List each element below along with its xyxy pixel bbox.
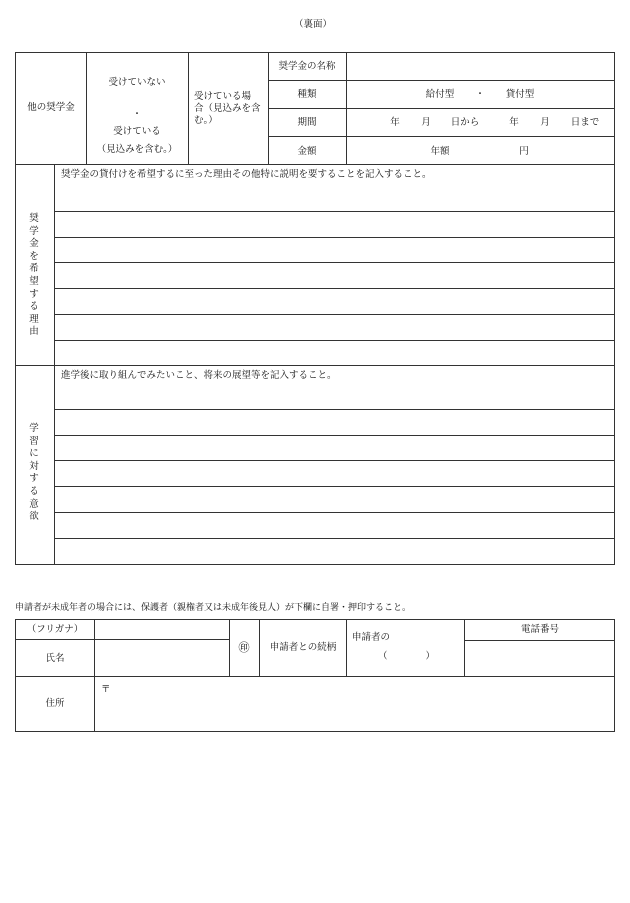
name-label: 氏名 bbox=[45, 653, 65, 664]
period-to-month: 月 bbox=[540, 117, 550, 128]
guardian-note: 申請者が未成年者の場合には、保護者（親権者又は未成年後見人）が下欄に自署・押印すること。 bbox=[15, 603, 412, 613]
receiving-case-label: 合（見込みを含 bbox=[194, 103, 261, 114]
divider bbox=[94, 619, 95, 732]
divider bbox=[259, 619, 260, 676]
writing-line bbox=[54, 340, 615, 341]
period-from-month: 月 bbox=[421, 117, 431, 128]
writing-line bbox=[54, 512, 615, 513]
divider bbox=[86, 52, 87, 164]
writing-line bbox=[54, 486, 615, 487]
main-form-frame bbox=[15, 52, 615, 565]
writing-line bbox=[54, 435, 615, 436]
reason-side-label: 奨学金を希望する理由 bbox=[29, 213, 39, 338]
page-label: （裏面） bbox=[293, 19, 333, 30]
divider bbox=[464, 619, 465, 676]
period-from-year: 年 bbox=[390, 117, 400, 128]
address-label: 住所 bbox=[45, 698, 65, 709]
relationship-label: 申請者との続柄 bbox=[269, 642, 337, 653]
seal-mark: ㊞ bbox=[238, 641, 250, 654]
receiving-case-label: 受けている場 bbox=[194, 91, 252, 102]
option-note: （見込みを含む。） bbox=[96, 144, 178, 155]
motivation-side-label: 学習に対する意欲 bbox=[29, 423, 39, 523]
divider bbox=[268, 80, 615, 81]
period-to-day: 日まで bbox=[570, 117, 600, 128]
divider bbox=[346, 619, 347, 676]
scholarship-name-label: 奨学金の名称 bbox=[278, 61, 336, 72]
type-loan: 貸付型 bbox=[505, 89, 535, 100]
writing-line bbox=[54, 211, 615, 212]
amount-yen: 円 bbox=[519, 146, 529, 157]
divider bbox=[268, 108, 615, 109]
postal-mark: 〒 bbox=[101, 684, 111, 695]
period-to-year: 年 bbox=[509, 117, 519, 128]
writing-line bbox=[54, 288, 615, 289]
divider bbox=[268, 52, 269, 164]
reason-instruction: 奨学金の貸付けを希望するに至った理由その他特に説明を要することを記入すること。 bbox=[61, 169, 432, 180]
furigana-label: （フリガナ） bbox=[26, 624, 84, 635]
relationship-prefix: 申請者の bbox=[352, 632, 391, 643]
divider bbox=[464, 640, 615, 641]
writing-line bbox=[54, 538, 615, 539]
section-divider bbox=[15, 365, 615, 366]
option-not-receiving: 受けていない bbox=[108, 77, 166, 88]
motivation-instruction: 進学後に取り組んでみたいこと、将来の展望等を記入すること。 bbox=[61, 370, 337, 381]
writing-line bbox=[54, 314, 615, 315]
divider bbox=[229, 619, 230, 676]
relationship-paren: （ ） bbox=[378, 651, 436, 662]
type-label: 種類 bbox=[297, 89, 317, 100]
period-from-day: 日から bbox=[450, 117, 480, 128]
divider bbox=[268, 136, 615, 137]
type-separator: ・ bbox=[475, 89, 485, 100]
other-scholarship-header: 他の奨学金 bbox=[27, 102, 75, 113]
amount-annual: 年額 bbox=[430, 146, 450, 157]
type-grant: 給付型 bbox=[425, 89, 455, 100]
divider bbox=[15, 164, 615, 165]
option-receiving: 受けている bbox=[113, 126, 161, 137]
divider bbox=[15, 676, 615, 677]
divider bbox=[188, 52, 189, 164]
divider bbox=[346, 52, 347, 164]
writing-line bbox=[54, 262, 615, 263]
phone-label: 電話番号 bbox=[520, 624, 560, 635]
divider bbox=[15, 639, 229, 640]
writing-line bbox=[54, 460, 615, 461]
option-bullet: ・ bbox=[132, 109, 142, 120]
period-label: 期間 bbox=[297, 117, 317, 128]
writing-line bbox=[54, 409, 615, 410]
amount-label: 金額 bbox=[297, 146, 317, 157]
writing-line bbox=[54, 237, 615, 238]
receiving-case-label: む。） bbox=[194, 115, 218, 126]
